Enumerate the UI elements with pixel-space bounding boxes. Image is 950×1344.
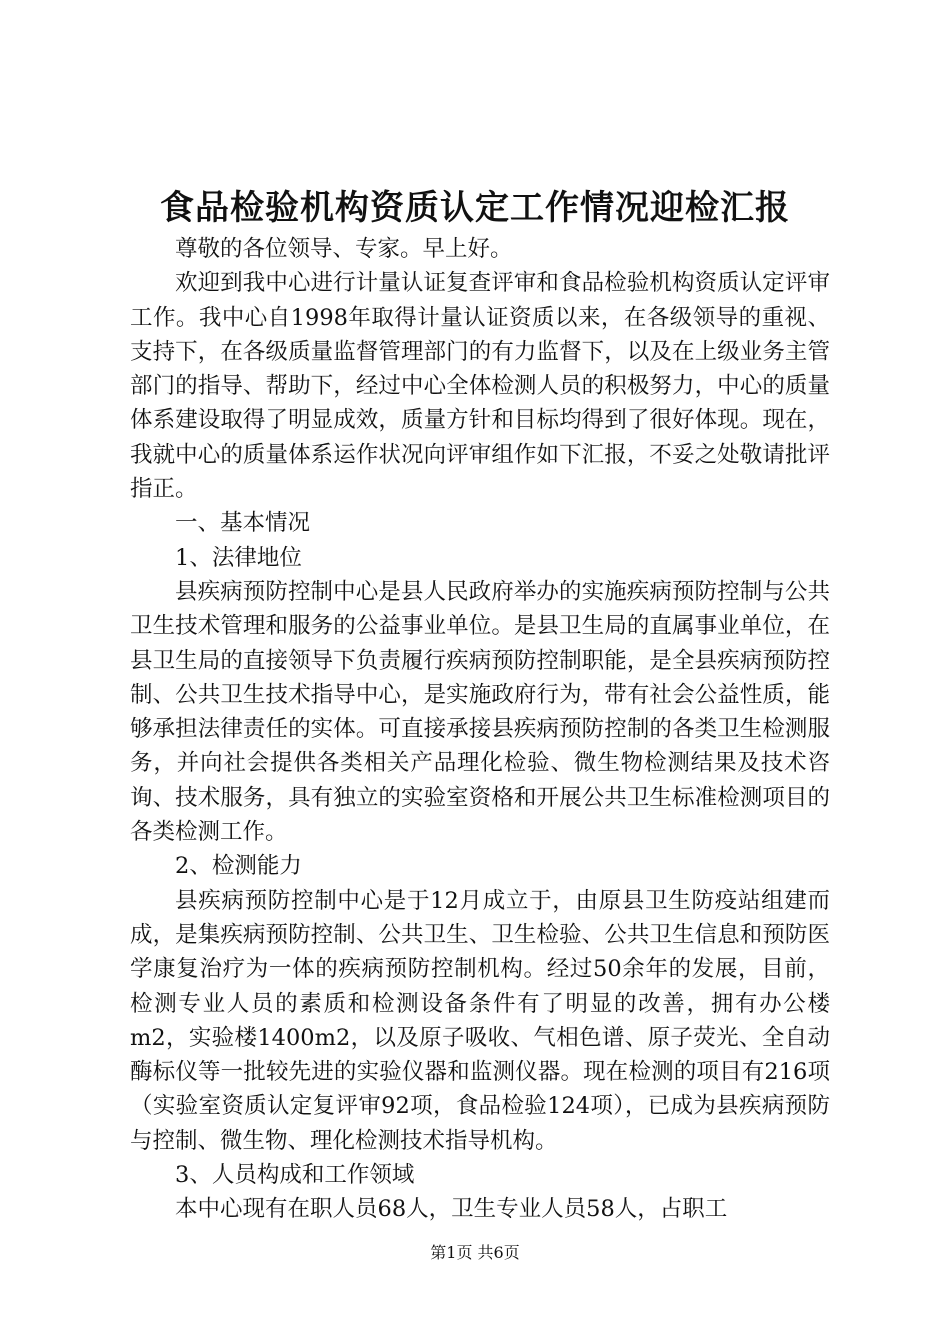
document-body [130,232,830,1227]
document-title: 食品检验机构资质认定工作情况迎检汇报 [160,188,790,228]
subsection-heading-capability: 2、检测能力 [175,853,302,880]
paragraph-staff: 本中心现有在职人员68人，卫生专业人员58人，占职工 [175,1196,728,1223]
paragraph-intro: 欢迎到我中心进行计量认证复查评审和食品检验机构资质认定评审工作。我中心自1998年取得计量认证资质以来，在各级领导的重视、支持下，在各级质量监督管理部门的有力监督下，以及在上级业务主管部门的指导、帮助下，经过中心全体检测人员的积极努力，中心的质量体系建设取得了明显成效，质量方针和目标均得到了很好体现。现在，我就中心的质量体系运作状况向评审组作如下汇报，不妥之处敬请批评指正。 [130,270,830,503]
paragraph-legal: 县疾病预防控制中心是县人民政府举办的实施疾病预防控制与公共卫生技术管理和服务的公益事业单位。是县卫生局的直属事业单位，在县卫生局的直接领导下负责履行疾病预防控制职能，是全县疾病预防控制、公共卫生技术指导中心，是实施政府行为，带有社会公益性质，能够承担法律责任的实体。可直接承接县疾病预防控制的各类卫生检测服务，并向社会提供各类相关产品理化检验、微生物检测结果及技术咨询、技术服务，具有独立的实验室资格和开展公共卫生标准检测项目的各类检测工作。 [130,578,830,846]
section-heading-basic: 一、基本情况 [175,510,311,537]
paragraph-greeting: 尊敬的各位领导、专家。早上好。 [175,236,513,262]
page-footer: 第1页 共6页 [430,1243,520,1262]
subsection-heading-legal: 1、法律地位 [175,544,302,571]
paragraph-capability: 县疾病预防控制中心是于12月成立于，由原县卫生防疫站组建而成，是集疾病预防控制、公共卫生、卫生检验、公共卫生信息和预防医学康复治疗为一体的疾病预防控制机构。经过50余年的发展，目前，检测专业人员的素质和检测设备条件有了明显的改善，拥有办公楼m2，实验楼1400m2，以及原子吸收、气相色谱、原子荧光、全自动酶标仪等一批较先进的实验仪器和监测仪器。现在检测的项目有216项（实验室资质认定复评审92项，食品检验124项），已成为县疾病预防与控制、微生物、理化检测技术指导机构。 [130,887,830,1154]
subsection-heading-staff: 3、人员构成和工作领域 [175,1162,415,1189]
